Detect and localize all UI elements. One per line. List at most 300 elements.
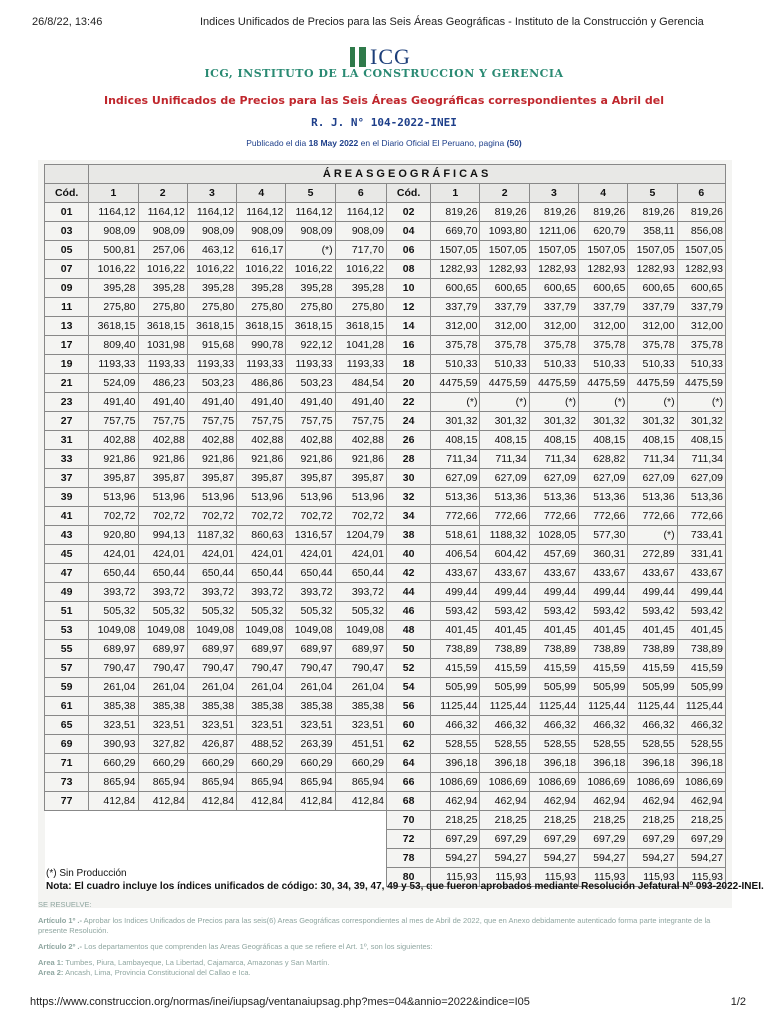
left-value-cell: 689,97 bbox=[138, 640, 187, 659]
right-value-cell: 433,67 bbox=[431, 564, 480, 583]
right-value-cell: 1507,05 bbox=[529, 241, 578, 260]
right-cod-cell: 42 bbox=[386, 564, 430, 583]
left-value-cell: 323,51 bbox=[187, 716, 236, 735]
left-area-1-header: 1 bbox=[89, 184, 138, 203]
right-value-cell: 513,36 bbox=[529, 488, 578, 507]
right-cod-cell: 34 bbox=[386, 507, 430, 526]
table-row bbox=[45, 602, 726, 621]
left-value-cell: 275,80 bbox=[237, 298, 286, 317]
table-row bbox=[45, 583, 726, 602]
left-value-cell: 491,40 bbox=[89, 393, 138, 412]
right-cod-cell: 66 bbox=[386, 773, 430, 792]
indices-table bbox=[44, 164, 726, 887]
empty-cell bbox=[237, 830, 286, 849]
right-cod-cell: 56 bbox=[386, 697, 430, 716]
left-cod-cell: 09 bbox=[45, 279, 89, 298]
right-value-cell: 415,59 bbox=[579, 659, 628, 678]
right-value-cell: 1282,93 bbox=[431, 260, 480, 279]
right-cod-header: Cód. bbox=[386, 184, 430, 203]
right-value-cell: 600,65 bbox=[529, 279, 578, 298]
left-value-cell: 412,84 bbox=[138, 792, 187, 811]
area-2-text: Ancash, Lima, Provincia Constitucional del Callao e Ica. bbox=[65, 968, 251, 977]
left-value-cell: 1049,08 bbox=[138, 621, 187, 640]
right-area-4-header: 4 bbox=[579, 184, 628, 203]
table-row bbox=[45, 279, 726, 298]
left-value-cell: 790,47 bbox=[286, 659, 335, 678]
table-row bbox=[45, 564, 726, 583]
right-value-cell: 513,36 bbox=[628, 488, 677, 507]
right-value-cell: 510,33 bbox=[431, 355, 480, 374]
left-value-cell: 1016,22 bbox=[138, 260, 187, 279]
left-value-cell: 393,72 bbox=[335, 583, 386, 602]
table-row bbox=[45, 526, 726, 545]
right-value-cell: 1282,93 bbox=[677, 260, 725, 279]
left-value-cell: 261,04 bbox=[237, 678, 286, 697]
right-value-cell: 375,78 bbox=[529, 336, 578, 355]
left-value-cell: 261,04 bbox=[89, 678, 138, 697]
right-cod-cell: 20 bbox=[386, 374, 430, 393]
left-value-cell: 412,84 bbox=[335, 792, 386, 811]
left-cod-cell: 23 bbox=[45, 393, 89, 412]
empty-cell bbox=[187, 830, 236, 849]
right-value-cell: 738,89 bbox=[579, 640, 628, 659]
left-cod-cell: 41 bbox=[45, 507, 89, 526]
right-value-cell: 1086,69 bbox=[480, 773, 529, 792]
right-value-cell: 1028,05 bbox=[529, 526, 578, 545]
left-value-cell: 809,40 bbox=[89, 336, 138, 355]
left-value-cell: 1316,57 bbox=[286, 526, 335, 545]
left-cod-cell: 77 bbox=[45, 792, 89, 811]
left-value-cell: 660,29 bbox=[138, 754, 187, 773]
right-value-cell: 466,32 bbox=[628, 716, 677, 735]
left-value-cell: 757,75 bbox=[286, 412, 335, 431]
right-value-cell: 337,79 bbox=[431, 298, 480, 317]
right-value-cell: 337,79 bbox=[628, 298, 677, 317]
right-cod-cell: 04 bbox=[386, 222, 430, 241]
left-value-cell: 261,04 bbox=[286, 678, 335, 697]
resolution-text bbox=[38, 900, 728, 978]
right-value-cell: 272,89 bbox=[628, 545, 677, 564]
table-row bbox=[45, 203, 726, 222]
right-value-cell: 528,55 bbox=[480, 735, 529, 754]
right-value-cell: 337,79 bbox=[579, 298, 628, 317]
right-value-cell: 513,36 bbox=[480, 488, 529, 507]
left-cod-cell: 27 bbox=[45, 412, 89, 431]
table-row bbox=[45, 431, 726, 450]
table-row bbox=[45, 355, 726, 374]
table-row bbox=[45, 336, 726, 355]
left-value-cell: 908,09 bbox=[335, 222, 386, 241]
left-value-cell: 908,09 bbox=[237, 222, 286, 241]
right-value-cell: 1125,44 bbox=[579, 697, 628, 716]
left-value-cell: 920,80 bbox=[89, 526, 138, 545]
right-cod-cell: 52 bbox=[386, 659, 430, 678]
right-value-cell: 396,18 bbox=[677, 754, 725, 773]
table-row bbox=[45, 678, 726, 697]
table-row bbox=[45, 621, 726, 640]
right-value-cell: 337,79 bbox=[480, 298, 529, 317]
right-cod-cell: 60 bbox=[386, 716, 430, 735]
left-value-cell: 395,87 bbox=[237, 469, 286, 488]
right-value-cell: 218,25 bbox=[480, 811, 529, 830]
right-cod-cell: 06 bbox=[386, 241, 430, 260]
left-value-cell: 757,75 bbox=[237, 412, 286, 431]
article-1-text: Aprobar los Indices Unificados de Precios para las seis(6) Areas Geográficas correspondientes al mes de Abril de 2022, que en Anexo debidamente autenticado forma parte integrante de la presente Resolución. bbox=[38, 916, 711, 935]
left-value-cell: 1164,12 bbox=[286, 203, 335, 222]
left-value-cell: 451,51 bbox=[335, 735, 386, 754]
left-value-cell: 757,75 bbox=[187, 412, 236, 431]
right-value-cell: 375,78 bbox=[431, 336, 480, 355]
areas-group-header: ÁREASGEOGRÁFICAS bbox=[89, 165, 726, 184]
left-cod-cell: 49 bbox=[45, 583, 89, 602]
right-value-cell: 593,42 bbox=[677, 602, 725, 621]
article-2-text: Los departamentos que comprenden las Areas Geográficas a que se refiere el Art. 1º, son los siguientes: bbox=[84, 942, 433, 951]
left-value-cell: 702,72 bbox=[237, 507, 286, 526]
left-value-cell: 393,72 bbox=[237, 583, 286, 602]
right-value-cell: 856,08 bbox=[677, 222, 725, 241]
left-value-cell: 395,87 bbox=[286, 469, 335, 488]
right-value-cell: 513,36 bbox=[431, 488, 480, 507]
left-value-cell: 424,01 bbox=[187, 545, 236, 564]
right-value-cell: 415,59 bbox=[529, 659, 578, 678]
left-value-cell: 908,09 bbox=[286, 222, 335, 241]
right-value-cell: 577,30 bbox=[579, 526, 628, 545]
right-value-cell: 518,61 bbox=[431, 526, 480, 545]
right-value-cell: 510,33 bbox=[579, 355, 628, 374]
print-date: 26/8/22, 13:46 bbox=[32, 16, 103, 28]
left-value-cell: 385,38 bbox=[89, 697, 138, 716]
right-value-cell: 627,09 bbox=[529, 469, 578, 488]
right-value-cell: 593,42 bbox=[628, 602, 677, 621]
table-row bbox=[45, 754, 726, 773]
left-value-cell: 689,97 bbox=[286, 640, 335, 659]
left-cod-cell: 03 bbox=[45, 222, 89, 241]
right-value-cell: 505,99 bbox=[579, 678, 628, 697]
table-row bbox=[45, 545, 726, 564]
right-value-cell: 711,34 bbox=[677, 450, 725, 469]
page-title: Indices Unificados de Precios para las Seis Áreas Geográficas correspondientes a Abril del bbox=[104, 94, 664, 107]
left-value-cell: 921,86 bbox=[187, 450, 236, 469]
left-value-cell: 1204,79 bbox=[335, 526, 386, 545]
left-value-cell: 513,96 bbox=[89, 488, 138, 507]
right-value-cell: (*) bbox=[579, 393, 628, 412]
inclusion-note: Nota: El cuadro incluye los índices unificados de código: 30, 34, 39, 47, 49 y 53, que fueron aprobados mediante Resolución Jefatural Nº 093-2022-INEI. bbox=[46, 881, 764, 892]
right-value-cell: 499,44 bbox=[529, 583, 578, 602]
left-value-cell: 908,09 bbox=[187, 222, 236, 241]
empty-cell bbox=[89, 830, 138, 849]
left-value-cell: 660,29 bbox=[187, 754, 236, 773]
empty-cell bbox=[45, 830, 89, 849]
table-row bbox=[45, 811, 726, 830]
right-value-cell: 513,36 bbox=[579, 488, 628, 507]
left-value-cell: 1049,08 bbox=[286, 621, 335, 640]
right-cod-cell: 44 bbox=[386, 583, 430, 602]
right-value-cell: 594,27 bbox=[677, 849, 725, 868]
right-value-cell: 772,66 bbox=[529, 507, 578, 526]
right-value-cell: 697,29 bbox=[579, 830, 628, 849]
left-area-6-header: 6 bbox=[335, 184, 386, 203]
left-cod-cell: 37 bbox=[45, 469, 89, 488]
right-cod-cell: 32 bbox=[386, 488, 430, 507]
right-cod-cell: 64 bbox=[386, 754, 430, 773]
left-value-cell: 261,04 bbox=[187, 678, 236, 697]
right-value-cell: 337,79 bbox=[529, 298, 578, 317]
right-cod-cell: 22 bbox=[386, 393, 430, 412]
right-value-cell: 408,15 bbox=[579, 431, 628, 450]
left-value-cell: 1049,08 bbox=[237, 621, 286, 640]
left-value-cell: 1049,08 bbox=[187, 621, 236, 640]
right-value-cell: 396,18 bbox=[628, 754, 677, 773]
article-1 bbox=[38, 916, 728, 936]
right-value-cell: 697,29 bbox=[529, 830, 578, 849]
published-page: (50) bbox=[506, 138, 522, 148]
left-value-cell: 463,12 bbox=[187, 241, 236, 260]
right-value-cell: 408,15 bbox=[628, 431, 677, 450]
right-value-cell: 627,09 bbox=[677, 469, 725, 488]
left-value-cell: 275,80 bbox=[89, 298, 138, 317]
left-value-cell: 616,17 bbox=[237, 241, 286, 260]
right-value-cell: 462,94 bbox=[628, 792, 677, 811]
left-value-cell: 660,29 bbox=[237, 754, 286, 773]
right-cod-cell: 24 bbox=[386, 412, 430, 431]
resolution-number: R. J. N° 104-2022-INEI bbox=[311, 116, 457, 129]
right-value-cell: 1282,93 bbox=[579, 260, 628, 279]
right-value-cell: 1282,93 bbox=[529, 260, 578, 279]
left-value-cell: 402,88 bbox=[89, 431, 138, 450]
left-value-cell: 275,80 bbox=[187, 298, 236, 317]
right-value-cell: 433,67 bbox=[529, 564, 578, 583]
right-value-cell: 115,93 bbox=[431, 868, 480, 887]
left-value-cell: 790,47 bbox=[138, 659, 187, 678]
right-value-cell: 462,94 bbox=[480, 792, 529, 811]
left-value-cell: 491,40 bbox=[138, 393, 187, 412]
left-value-cell: 757,75 bbox=[335, 412, 386, 431]
right-value-cell: 1086,69 bbox=[431, 773, 480, 792]
right-value-cell: (*) bbox=[677, 393, 725, 412]
right-value-cell: 115,93 bbox=[579, 868, 628, 887]
right-value-cell: 819,26 bbox=[579, 203, 628, 222]
left-value-cell: 689,97 bbox=[237, 640, 286, 659]
left-value-cell: 790,47 bbox=[335, 659, 386, 678]
right-cod-cell: 16 bbox=[386, 336, 430, 355]
left-value-cell: 717,70 bbox=[335, 241, 386, 260]
table-row bbox=[45, 830, 726, 849]
left-value-cell: 395,87 bbox=[89, 469, 138, 488]
left-cod-cell: 73 bbox=[45, 773, 89, 792]
right-area-3-header: 3 bbox=[529, 184, 578, 203]
published-middle: en el Diario Oficial El Peruano, pagina bbox=[360, 138, 505, 148]
right-value-cell: 1507,05 bbox=[628, 241, 677, 260]
left-value-cell: 327,82 bbox=[138, 735, 187, 754]
left-value-cell: 3618,15 bbox=[286, 317, 335, 336]
left-value-cell: 757,75 bbox=[89, 412, 138, 431]
right-cod-cell: 08 bbox=[386, 260, 430, 279]
right-value-cell: 1507,05 bbox=[677, 241, 725, 260]
right-value-cell: 4475,59 bbox=[431, 374, 480, 393]
right-value-cell: 218,25 bbox=[529, 811, 578, 830]
empty-cell bbox=[187, 811, 236, 830]
left-value-cell: 412,84 bbox=[89, 792, 138, 811]
right-value-cell: 408,15 bbox=[677, 431, 725, 450]
left-value-cell: 395,87 bbox=[335, 469, 386, 488]
table-row bbox=[45, 412, 726, 431]
right-value-cell: 312,00 bbox=[431, 317, 480, 336]
left-value-cell: 505,32 bbox=[237, 602, 286, 621]
left-value-cell: 395,28 bbox=[138, 279, 187, 298]
right-value-cell: 4475,59 bbox=[677, 374, 725, 393]
right-cod-cell: 70 bbox=[386, 811, 430, 830]
right-value-cell: 1086,69 bbox=[579, 773, 628, 792]
left-cod-cell: 33 bbox=[45, 450, 89, 469]
right-value-cell: 433,67 bbox=[579, 564, 628, 583]
right-value-cell: 1125,44 bbox=[677, 697, 725, 716]
left-value-cell: 922,12 bbox=[286, 336, 335, 355]
left-value-cell: 395,28 bbox=[286, 279, 335, 298]
left-value-cell: 702,72 bbox=[187, 507, 236, 526]
right-value-cell: 819,26 bbox=[529, 203, 578, 222]
right-value-cell: 401,45 bbox=[431, 621, 480, 640]
right-value-cell: 819,26 bbox=[480, 203, 529, 222]
left-value-cell: 1164,12 bbox=[89, 203, 138, 222]
right-value-cell: 396,18 bbox=[579, 754, 628, 773]
right-value-cell: 627,09 bbox=[628, 469, 677, 488]
right-value-cell: 505,99 bbox=[677, 678, 725, 697]
right-value-cell: 528,55 bbox=[677, 735, 725, 754]
left-value-cell: 660,29 bbox=[286, 754, 335, 773]
left-value-cell: 650,44 bbox=[286, 564, 335, 583]
left-value-cell: 702,72 bbox=[335, 507, 386, 526]
left-value-cell: 1193,33 bbox=[187, 355, 236, 374]
left-cod-cell: 69 bbox=[45, 735, 89, 754]
table-row bbox=[45, 735, 726, 754]
right-area-6-header: 6 bbox=[677, 184, 725, 203]
table-row bbox=[45, 298, 726, 317]
table-row bbox=[45, 792, 726, 811]
right-value-cell: 697,29 bbox=[677, 830, 725, 849]
left-value-cell: 702,72 bbox=[89, 507, 138, 526]
left-value-cell: 921,86 bbox=[89, 450, 138, 469]
right-value-cell: 1125,44 bbox=[628, 697, 677, 716]
left-value-cell: 3618,15 bbox=[89, 317, 138, 336]
empty-cell bbox=[286, 830, 335, 849]
right-value-cell: 772,66 bbox=[431, 507, 480, 526]
left-value-cell: 921,86 bbox=[237, 450, 286, 469]
right-value-cell: 396,18 bbox=[480, 754, 529, 773]
right-value-cell: 1086,69 bbox=[628, 773, 677, 792]
left-value-cell: 395,87 bbox=[138, 469, 187, 488]
left-value-cell: 3618,15 bbox=[138, 317, 187, 336]
left-value-cell: 650,44 bbox=[89, 564, 138, 583]
right-value-cell: (*) bbox=[480, 393, 529, 412]
left-cod-cell: 39 bbox=[45, 488, 89, 507]
right-value-cell: 1282,93 bbox=[628, 260, 677, 279]
right-value-cell: 218,25 bbox=[677, 811, 725, 830]
left-value-cell: 1193,33 bbox=[286, 355, 335, 374]
right-value-cell: 528,55 bbox=[628, 735, 677, 754]
left-value-cell: 757,75 bbox=[138, 412, 187, 431]
right-value-cell: 711,34 bbox=[431, 450, 480, 469]
left-value-cell: 990,78 bbox=[237, 336, 286, 355]
left-value-cell: 390,93 bbox=[89, 735, 138, 754]
right-value-cell: 594,27 bbox=[480, 849, 529, 868]
empty-cell bbox=[335, 811, 386, 830]
header-spacer bbox=[45, 165, 89, 184]
right-value-cell: 604,42 bbox=[480, 545, 529, 564]
left-value-cell: 402,88 bbox=[138, 431, 187, 450]
logo-text: ICG bbox=[370, 44, 411, 69]
left-value-cell: 484,54 bbox=[335, 374, 386, 393]
right-value-cell: 593,42 bbox=[529, 602, 578, 621]
table-row bbox=[45, 640, 726, 659]
right-value-cell: 312,00 bbox=[529, 317, 578, 336]
right-value-cell: 466,32 bbox=[431, 716, 480, 735]
right-value-cell: (*) bbox=[628, 393, 677, 412]
left-cod-cell: 43 bbox=[45, 526, 89, 545]
right-value-cell: 499,44 bbox=[677, 583, 725, 602]
right-cod-cell: 14 bbox=[386, 317, 430, 336]
right-value-cell: 312,00 bbox=[579, 317, 628, 336]
right-value-cell: 1093,80 bbox=[480, 222, 529, 241]
left-value-cell: 1016,22 bbox=[286, 260, 335, 279]
right-value-cell: 312,00 bbox=[628, 317, 677, 336]
right-value-cell: 499,44 bbox=[628, 583, 677, 602]
right-value-cell: 466,32 bbox=[579, 716, 628, 735]
column-header-row bbox=[45, 184, 726, 203]
left-value-cell: 402,88 bbox=[335, 431, 386, 450]
right-value-cell: 358,11 bbox=[628, 222, 677, 241]
left-value-cell: 486,86 bbox=[237, 374, 286, 393]
empty-cell bbox=[187, 849, 236, 868]
left-value-cell: 505,32 bbox=[335, 602, 386, 621]
right-value-cell: 301,32 bbox=[628, 412, 677, 431]
right-value-cell: 738,89 bbox=[431, 640, 480, 659]
right-value-cell: 401,45 bbox=[628, 621, 677, 640]
left-value-cell: 385,38 bbox=[335, 697, 386, 716]
area-1-label: Area 1: bbox=[38, 958, 64, 967]
right-value-cell: 312,00 bbox=[677, 317, 725, 336]
right-value-cell: 401,45 bbox=[480, 621, 529, 640]
left-value-cell: 393,72 bbox=[138, 583, 187, 602]
left-value-cell: 865,94 bbox=[187, 773, 236, 792]
right-value-cell: 772,66 bbox=[579, 507, 628, 526]
left-value-cell: 491,40 bbox=[187, 393, 236, 412]
table-row bbox=[45, 716, 726, 735]
left-value-cell: 921,86 bbox=[286, 450, 335, 469]
right-value-cell: 505,99 bbox=[529, 678, 578, 697]
left-value-cell: 689,97 bbox=[335, 640, 386, 659]
right-cod-cell: 02 bbox=[386, 203, 430, 222]
left-value-cell: 323,51 bbox=[89, 716, 138, 735]
right-value-cell: 1086,69 bbox=[677, 773, 725, 792]
left-area-4-header: 4 bbox=[237, 184, 286, 203]
table-row bbox=[45, 697, 726, 716]
left-value-cell: 385,38 bbox=[138, 697, 187, 716]
left-value-cell: 1031,98 bbox=[138, 336, 187, 355]
right-value-cell: 594,27 bbox=[579, 849, 628, 868]
left-value-cell: 660,29 bbox=[335, 754, 386, 773]
right-value-cell: 115,93 bbox=[480, 868, 529, 887]
left-value-cell: 1049,08 bbox=[335, 621, 386, 640]
right-value-cell: 620,79 bbox=[579, 222, 628, 241]
right-value-cell: 415,59 bbox=[628, 659, 677, 678]
right-value-cell: (*) bbox=[431, 393, 480, 412]
right-value-cell: 408,15 bbox=[529, 431, 578, 450]
right-value-cell: 711,34 bbox=[628, 450, 677, 469]
left-value-cell: 1049,08 bbox=[89, 621, 138, 640]
left-value-cell: 865,94 bbox=[89, 773, 138, 792]
right-value-cell: 593,42 bbox=[579, 602, 628, 621]
left-cod-cell: 19 bbox=[45, 355, 89, 374]
